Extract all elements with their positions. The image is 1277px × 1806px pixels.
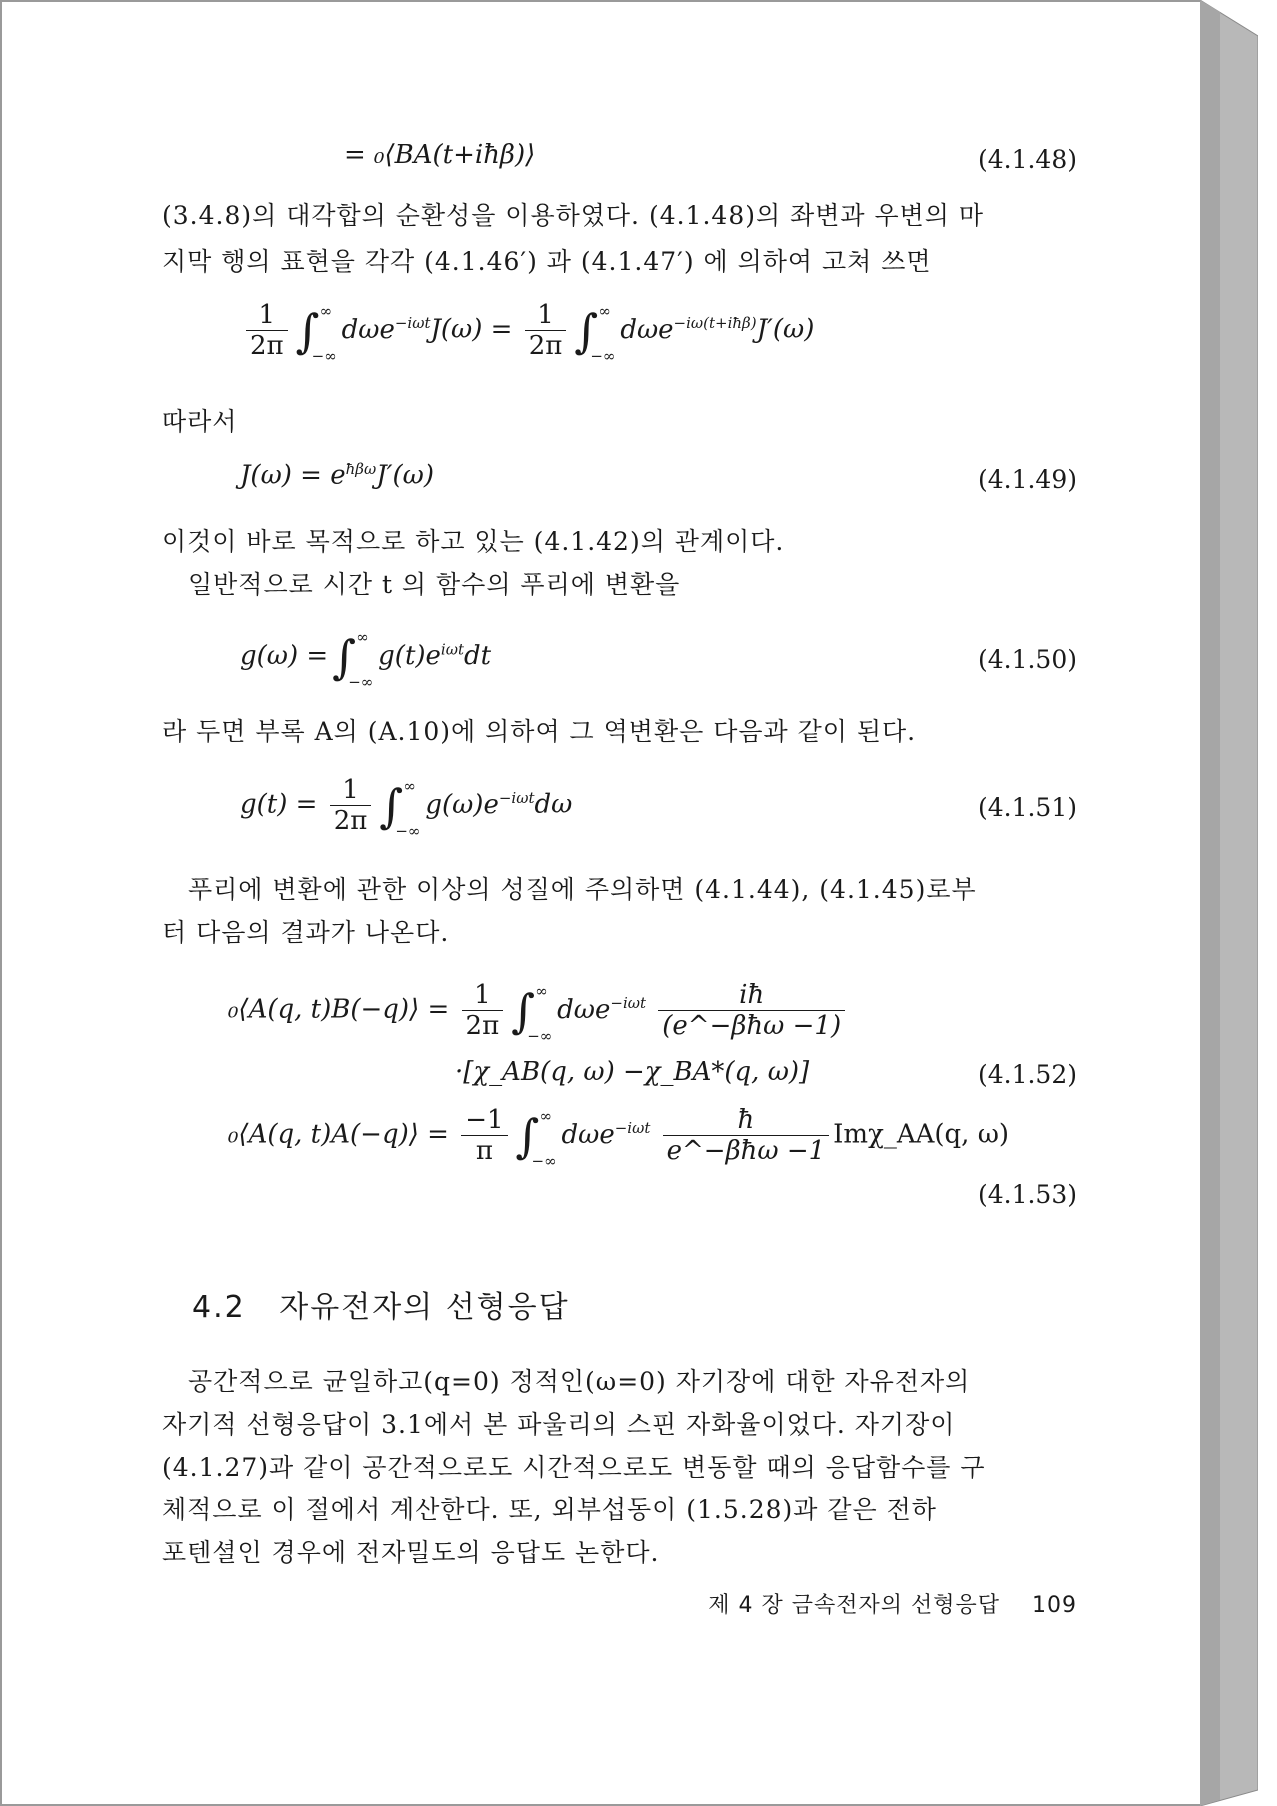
equation-number: (4.1.50) xyxy=(977,645,1077,674)
section-number: 4.2 xyxy=(192,1290,246,1325)
page-number: 109 xyxy=(1032,1593,1077,1618)
text-line: 일반적으로 시간 t 의 함수의 푸리에 변환을 xyxy=(188,570,681,599)
section-title: 자유전자의 선형응답 xyxy=(279,1290,570,1325)
equation-number: (4.1.48) xyxy=(977,145,1077,174)
section-heading xyxy=(192,1282,570,1326)
equation-4-1-51: g(t) = $\frac{1}{2\pi}$ ∫ ∞ −∞ $g(\omega)e^{-i\omega t}d\omega$ xyxy=(240,775,573,840)
text-line: 터 다음의 결과가 나온다. xyxy=(162,918,450,947)
page-edge-shadow xyxy=(1200,0,1258,1806)
fraction: $\frac{1}{2\pi}$ xyxy=(525,300,567,361)
integral-sign: ∫ ∞ −∞ xyxy=(515,1106,557,1170)
fraction: $\frac{1}{2\pi}$ xyxy=(246,300,288,361)
text-line: 푸리에 변환에 관한 이상의 성질에 주의하면 (4.1.44), (4.1.45)로부 xyxy=(188,875,977,904)
integral-sign: ∫ ∞ −∞ xyxy=(574,301,616,365)
equation-fourier-relation: $\frac{1}{2\pi}$ ∫ ∞ −∞ dωe$^{-i\omega t}$J(ω) = $\frac{1}{2\pi}$ ∫ ∞ −∞ dωe$^{-i\omega(t+iħ\beta)}$J′(ω) xyxy=(242,300,814,361)
fraction: $\frac{1}{2\pi}$ xyxy=(330,775,372,836)
equation-number: (4.1.52) xyxy=(977,1060,1077,1089)
fraction: $\frac{1}{2\pi}$ xyxy=(462,980,504,1041)
page-footer xyxy=(708,1588,1077,1619)
equation-4-1-53: ₀⟨A(q, t)A(−q)⟩ = $\frac{-1}{\pi}$ ∫ ∞ −∞ dωe$^{-i\omega t}$ $\frac{ħ}{\text{e\textasciicircum{}−βħω −1}}$ Imχ_AA(q, ω) xyxy=(228,1105,1010,1170)
integral-sign: ∫ ∞ −∞ xyxy=(332,628,374,691)
text-line: 이것이 바로 목적으로 하고 있는 (4.1.42)의 관계이다. xyxy=(162,527,785,556)
equation-number: (4.1.49) xyxy=(977,465,1077,494)
fraction: $\frac{iħ}{\text{(e\textasciicircum{}−βħω −1)}}$ xyxy=(658,980,845,1041)
fraction: $\frac{ħ}{\text{e\textasciicircum{}−βħω −1}}$ xyxy=(663,1105,830,1166)
integral-sign: ∫ ∞ −∞ xyxy=(511,981,553,1045)
text-line: 따라서 xyxy=(162,407,238,436)
equation-body: = ₀⟨BA(t+iħβ)⟩ xyxy=(344,140,536,170)
running-head: 제 4 장 금속전자의 선형응답 xyxy=(708,1593,1000,1618)
fraction: $\frac{-1}{\pi}$ xyxy=(461,1105,507,1166)
text-line: 라 두면 부록 A의 (A.10)에 의하여 그 역변환은 다음과 같이 된다. xyxy=(162,717,917,746)
equation-number: (4.1.53) xyxy=(977,1180,1077,1209)
text-line: 공간적으로 균일하고(q=0) 정적인(ω=0) 자기장에 대한 자유전자의 xyxy=(188,1367,971,1396)
equation-4-1-52-line2: ·[χ_AB(q, ω) −χ_BA*(q, ω)] xyxy=(455,1057,810,1087)
equation-4-1-49: $J(\omega) = e^{ħ\beta\omega}J'(\omega)$ xyxy=(240,460,435,491)
text-line: 자기적 선형응답이 3.1에서 본 파울리의 스핀 자화율이었다. 자기장이 xyxy=(162,1410,956,1439)
text-line: (4.1.27)과 같이 공간적으로도 시간적으로도 변동할 때의 응답함수를 구 xyxy=(162,1453,986,1482)
integral-sign: ∫ ∞ −∞ xyxy=(295,301,337,365)
equation-4-1-52: ₀⟨A(q, t)B(−q)⟩ = $\frac{1}{2\pi}$ ∫ ∞ −∞ dωe$^{-i\omega t}$ $\frac{iħ}{\text{(e\textasciicircum{}−βħω −1)}}$ xyxy=(228,980,849,1041)
equation-4-1-50: g(ω) =∫ ∞ −∞ $g(t)e^{i\omega t}dt$ xyxy=(240,628,492,691)
integral-sign: ∫ ∞ −∞ xyxy=(379,776,421,840)
text-line: 체적으로 이 절에서 계산한다. 또, 외부섭동이 (1.5.28)과 같은 전하 xyxy=(162,1495,937,1524)
equation-number: (4.1.51) xyxy=(977,793,1077,822)
text-line: 포텐셜인 경우에 전자밀도의 응답도 논한다. xyxy=(162,1538,660,1567)
text-line: 지막 행의 표현을 각각 (4.1.46′) 과 (4.1.47′) 에 의하여 고쳐 쓰면 xyxy=(162,247,932,276)
text-line: (3.4.8)의 대각합의 순환성을 이용하였다. (4.1.48)의 좌변과 우변의 마 xyxy=(162,201,985,230)
equation-4-1-48 xyxy=(344,140,535,170)
